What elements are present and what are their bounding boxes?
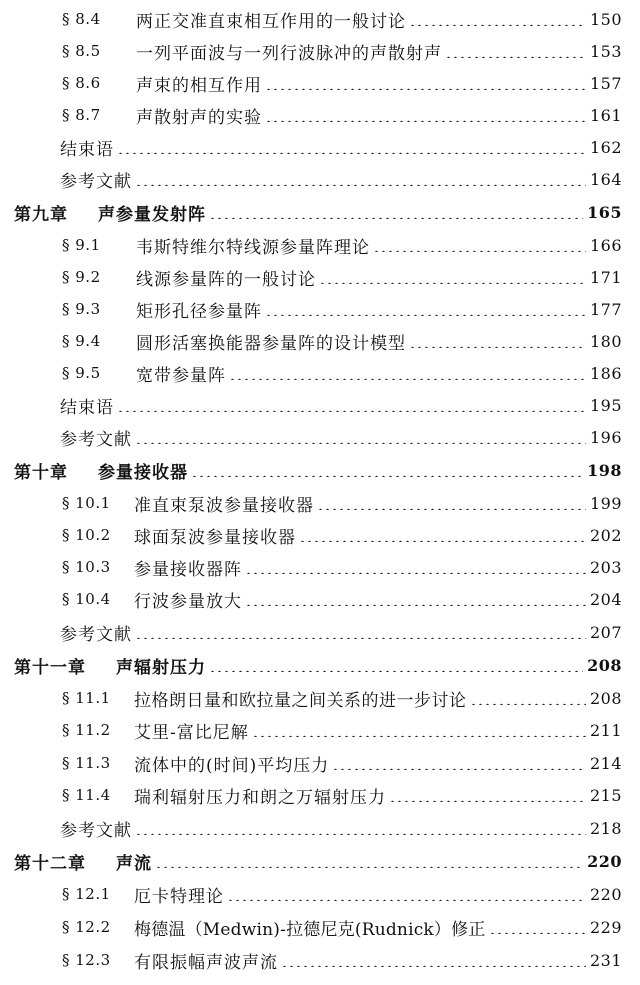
toc-entry[interactable] (0, 945, 640, 975)
page-number: 229 (589, 917, 622, 937)
page-number: 180 (589, 331, 622, 351)
dot-leader (265, 76, 586, 90)
section-number: § 9.4 (62, 332, 101, 350)
toc-entry[interactable] (0, 4, 640, 34)
toc-entry[interactable] (0, 748, 640, 778)
section-number: § 9.1 (62, 236, 101, 254)
dot-leader (319, 270, 586, 284)
toc-entry[interactable] (0, 68, 640, 98)
dot-leader (209, 658, 583, 672)
dot-leader (229, 366, 586, 380)
toc-entry[interactable] (0, 912, 640, 942)
section-title: 流体中的(时间)平均压力 (134, 755, 330, 776)
section-number: § 12.3 (62, 951, 111, 969)
dot-leader (389, 788, 586, 802)
section-title: 厄卡特理论 (134, 886, 224, 907)
page-number: 162 (589, 137, 622, 157)
page-number: 195 (589, 395, 622, 415)
toc-entry[interactable] (0, 36, 640, 66)
section-title: 行波参量放大 (134, 591, 242, 612)
page-number: 231 (589, 950, 622, 970)
page-number: 220 (589, 884, 622, 904)
dot-leader (155, 854, 583, 868)
section-number: § 11.2 (62, 721, 111, 739)
toc-entry[interactable] (0, 390, 640, 420)
section-title: 声散射声的实验 (136, 107, 262, 128)
section-title: 结束语 (60, 397, 114, 418)
dot-leader (135, 172, 586, 186)
section-number: § 11.1 (62, 689, 111, 707)
chapter-title: 声流 (116, 853, 152, 874)
page-number: 214 (589, 753, 622, 773)
dot-leader (117, 398, 586, 412)
dot-leader (373, 238, 586, 252)
dot-leader (227, 887, 586, 901)
section-title: 参考文献 (60, 624, 132, 645)
toc-entry[interactable] (0, 780, 640, 810)
section-number: § 8.4 (62, 10, 101, 28)
section-title: 参考文献 (60, 171, 132, 192)
dot-leader (409, 12, 586, 26)
section-number: § 9.3 (62, 300, 101, 318)
toc-entry[interactable] (0, 879, 640, 909)
page-number: 215 (589, 785, 622, 805)
dot-leader (489, 920, 586, 934)
toc-chapter[interactable] (0, 197, 640, 227)
section-number: § 11.4 (62, 786, 111, 804)
section-title: 有限振幅声波声流 (134, 952, 278, 973)
chapter-number: 第十章 (14, 462, 68, 483)
chapter-title: 参量接收器 (98, 462, 188, 483)
section-title: 参考文献 (60, 820, 132, 841)
page-number: 218 (589, 818, 622, 838)
toc-chapter[interactable] (0, 455, 640, 485)
chapter-number: 第九章 (14, 204, 68, 225)
toc-entry[interactable] (0, 813, 640, 843)
section-title: 韦斯特维尔特线源参量阵理论 (136, 237, 370, 258)
page-number: 207 (589, 622, 622, 642)
toc-chapter[interactable] (0, 846, 640, 876)
page-number: 198 (587, 460, 622, 480)
page-number: 211 (589, 720, 622, 740)
dot-leader (252, 723, 586, 737)
page-number: 199 (589, 493, 622, 513)
page-number: 196 (589, 427, 622, 447)
page-number: 208 (587, 655, 622, 675)
dot-leader (135, 430, 586, 444)
toc-entry[interactable] (0, 715, 640, 745)
dot-leader (265, 302, 586, 316)
page-number: 203 (589, 557, 622, 577)
toc-chapter[interactable] (0, 650, 640, 680)
page-number: 177 (589, 299, 622, 319)
toc-entry[interactable] (0, 100, 640, 130)
dot-leader (245, 592, 586, 606)
page-number: 164 (589, 169, 622, 189)
toc-entry[interactable] (0, 683, 640, 713)
dot-leader (281, 953, 586, 967)
toc-entry[interactable] (0, 132, 640, 162)
chapter-title: 声参量发射阵 (98, 204, 206, 225)
section-title: 两正交准直束相互作用的一般讨论 (136, 11, 406, 32)
toc-entry[interactable] (0, 520, 640, 550)
toc-entry[interactable] (0, 422, 640, 452)
dot-leader (209, 205, 583, 219)
section-title: 线源参量阵的一般讨论 (136, 269, 316, 290)
toc-entry[interactable] (0, 617, 640, 647)
section-number: § 11.3 (62, 754, 111, 772)
chapter-title: 声辐射压力 (116, 657, 206, 678)
dot-leader (299, 528, 586, 542)
section-title: 球面泵波参量接收器 (134, 527, 296, 548)
section-number: § 8.6 (62, 74, 101, 92)
section-number: § 8.7 (62, 106, 101, 124)
section-title: 瑞利辐射压力和朗之万辐射压力 (134, 787, 386, 808)
section-title: 圆形活塞换能器参量阵的设计模型 (136, 333, 406, 354)
section-title: 准直束泵波参量接收器 (134, 495, 314, 516)
toc-entry[interactable] (0, 230, 640, 260)
dot-leader (470, 691, 586, 705)
toc-entry[interactable] (0, 584, 640, 614)
dot-leader (117, 140, 586, 154)
page-number: 166 (589, 235, 622, 255)
dot-leader (135, 821, 586, 835)
section-number: § 9.5 (62, 364, 101, 382)
dot-leader (135, 625, 586, 639)
toc-entry[interactable] (0, 552, 640, 582)
section-number: § 10.4 (62, 590, 111, 608)
toc-entry[interactable] (0, 294, 640, 324)
section-number: § 10.2 (62, 526, 111, 544)
section-title: 参考文献 (60, 429, 132, 450)
dot-leader (191, 463, 583, 477)
section-number: § 12.1 (62, 885, 111, 903)
page-number: 150 (589, 9, 622, 29)
toc-entry[interactable] (0, 358, 640, 388)
page-number: 171 (589, 267, 622, 287)
dot-leader (245, 560, 586, 574)
dot-leader (409, 334, 586, 348)
page-number: 208 (589, 688, 622, 708)
section-title: 艾里-富比尼解 (134, 722, 249, 743)
section-title: 梅德温（Medwin)-拉德尼克(Rudnick）修正 (134, 919, 486, 940)
section-number: § 10.1 (62, 494, 111, 512)
toc-entry[interactable] (0, 262, 640, 292)
chapter-number: 第十一章 (14, 657, 86, 678)
dot-leader (265, 108, 586, 122)
section-title: 矩形孔径参量阵 (136, 301, 262, 322)
chapter-number: 第十二章 (14, 853, 86, 874)
page-number: 161 (589, 105, 622, 125)
section-title: 结束语 (60, 139, 114, 160)
section-number: § 10.3 (62, 558, 111, 576)
dot-leader (332, 756, 586, 770)
page-number: 153 (589, 41, 622, 61)
dot-leader (445, 44, 586, 58)
section-title: 声束的相互作用 (136, 75, 262, 96)
page-number: 186 (589, 363, 622, 383)
page-number: 204 (589, 589, 622, 609)
toc-entry[interactable] (0, 164, 640, 194)
page-number: 157 (589, 73, 622, 93)
page-number: 202 (589, 525, 622, 545)
page-number: 220 (587, 851, 622, 871)
section-title: 拉格朗日量和欧拉量之间关系的进一步讨论 (134, 690, 467, 711)
section-number: § 8.5 (62, 42, 101, 60)
section-number: § 9.2 (62, 268, 101, 286)
toc-entry[interactable] (0, 326, 640, 356)
section-title: 一列平面波与一列行波脉冲的声散射声 (136, 43, 442, 64)
page-number: 165 (587, 202, 622, 222)
section-number: § 12.2 (62, 918, 111, 936)
section-title: 宽带参量阵 (136, 365, 226, 386)
dot-leader (317, 496, 586, 510)
section-title: 参量接收器阵 (134, 559, 242, 580)
toc-entry[interactable] (0, 488, 640, 518)
